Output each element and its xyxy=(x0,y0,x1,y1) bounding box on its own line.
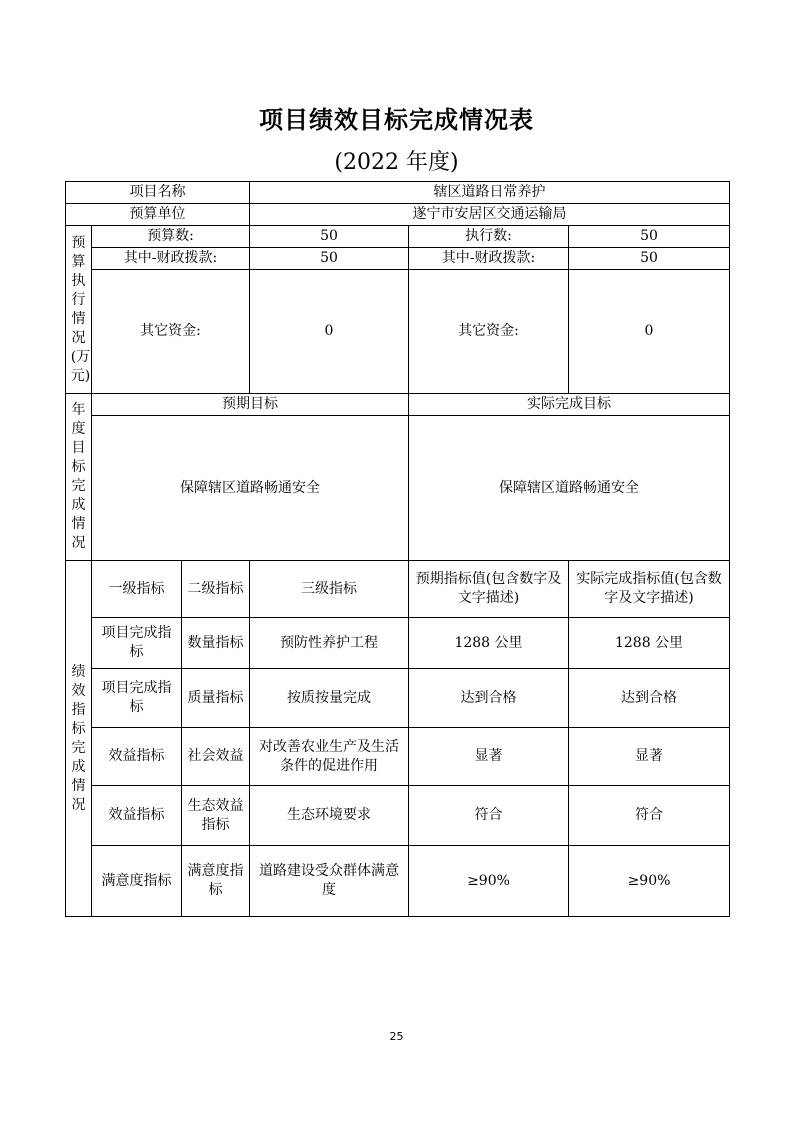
expected-value-header: 预期指标值(包含数字及文字描述) xyxy=(409,561,569,618)
indicator-actual: 符合 xyxy=(569,786,730,846)
indicator-header-row xyxy=(66,561,730,618)
page-title: 项目绩效目标完成情况表 xyxy=(259,106,534,134)
indicator-level3: 预防性养护工程 xyxy=(250,618,409,669)
fiscal-executed-value: 50 xyxy=(569,248,730,270)
indicator-row xyxy=(66,786,730,846)
indicator-level1: 满意度指标 xyxy=(92,846,182,917)
indicator-actual: 1288 公里 xyxy=(569,618,730,669)
budget-unit-value: 遂宁市安居区交通运输局 xyxy=(250,204,730,226)
indicator-level3: 按质按量完成 xyxy=(250,669,409,728)
other-funds-row xyxy=(66,270,730,394)
fiscal-budget-value: 50 xyxy=(250,248,409,270)
indicator-actual: 达到合格 xyxy=(569,669,730,728)
executed-amount-label: 执行数: xyxy=(409,226,569,248)
indicator-level1: 项目完成指标 xyxy=(92,618,182,669)
project-name-row xyxy=(66,182,730,204)
expected-goal-header: 预期目标 xyxy=(92,394,409,416)
budget-amount-value: 50 xyxy=(250,226,409,248)
actual-goal-value: 保障辖区道路畅通安全 xyxy=(409,416,730,561)
indicator-actual: 显著 xyxy=(569,728,730,786)
actual-goal-header: 实际完成目标 xyxy=(409,394,730,416)
fiscal-budget-label: 其中-财政拨款: xyxy=(92,248,250,270)
budget-total-row xyxy=(66,226,730,248)
annual-goal-content-row xyxy=(66,416,730,561)
fiscal-executed-label: 其中-财政拨款: xyxy=(409,248,569,270)
level2-header: 二级指标 xyxy=(182,561,250,618)
other-funds-executed-label: 其它资金: xyxy=(409,270,569,394)
budget-execution-side-label: 预算执行情况(万元) xyxy=(66,226,92,394)
indicator-row xyxy=(66,669,730,728)
project-name-value: 辖区道路日常养护 xyxy=(250,182,730,204)
indicator-level3: 生态环境要求 xyxy=(250,786,409,846)
level3-header: 三级指标 xyxy=(250,561,409,618)
indicator-expected: 1288 公里 xyxy=(409,618,569,669)
indicator-level2: 生态效益指标 xyxy=(182,786,250,846)
indicator-level2: 质量指标 xyxy=(182,669,250,728)
other-funds-executed-value: 0 xyxy=(569,270,730,394)
indicator-expected: 达到合格 xyxy=(409,669,569,728)
performance-table xyxy=(65,181,730,917)
annual-goal-side-label: 年度目标完成情况 xyxy=(66,394,92,561)
indicator-level2: 满意度指标 xyxy=(182,846,250,917)
report-year: (2022 年度) xyxy=(334,150,459,175)
indicator-expected: ≥90% xyxy=(409,846,569,917)
actual-value-header: 实际完成指标值(包含数字及文字描述) xyxy=(569,561,730,618)
expected-goal-value: 保障辖区道路畅通安全 xyxy=(92,416,409,561)
indicator-row xyxy=(66,846,730,917)
page-number: 25 xyxy=(389,1030,404,1043)
level1-header: 一级指标 xyxy=(92,561,182,618)
budget-unit-label: 预算单位 xyxy=(66,204,250,226)
indicator-row xyxy=(66,618,730,669)
indicator-level2: 数量指标 xyxy=(182,618,250,669)
indicator-level3: 对改善农业生产及生活条件的促进作用 xyxy=(250,728,409,786)
indicator-actual: ≥90% xyxy=(569,846,730,917)
indicator-expected: 符合 xyxy=(409,786,569,846)
other-funds-budget-label: 其它资金: xyxy=(92,270,250,394)
indicator-level3: 道路建设受众群体满意度 xyxy=(250,846,409,917)
project-name-label: 项目名称 xyxy=(66,182,250,204)
indicator-level1: 效益指标 xyxy=(92,786,182,846)
fiscal-allocation-row xyxy=(66,248,730,270)
indicator-level1: 效益指标 xyxy=(92,728,182,786)
indicator-level1: 项目完成指标 xyxy=(92,669,182,728)
executed-amount-value: 50 xyxy=(569,226,730,248)
budget-unit-row xyxy=(66,204,730,226)
indicator-side-label: 绩效指标完成情况 xyxy=(66,561,92,917)
other-funds-budget-value: 0 xyxy=(250,270,409,394)
indicator-level2: 社会效益 xyxy=(182,728,250,786)
indicator-expected: 显著 xyxy=(409,728,569,786)
budget-amount-label: 预算数: xyxy=(92,226,250,248)
indicator-row xyxy=(66,728,730,786)
annual-goal-header-row xyxy=(66,394,730,416)
